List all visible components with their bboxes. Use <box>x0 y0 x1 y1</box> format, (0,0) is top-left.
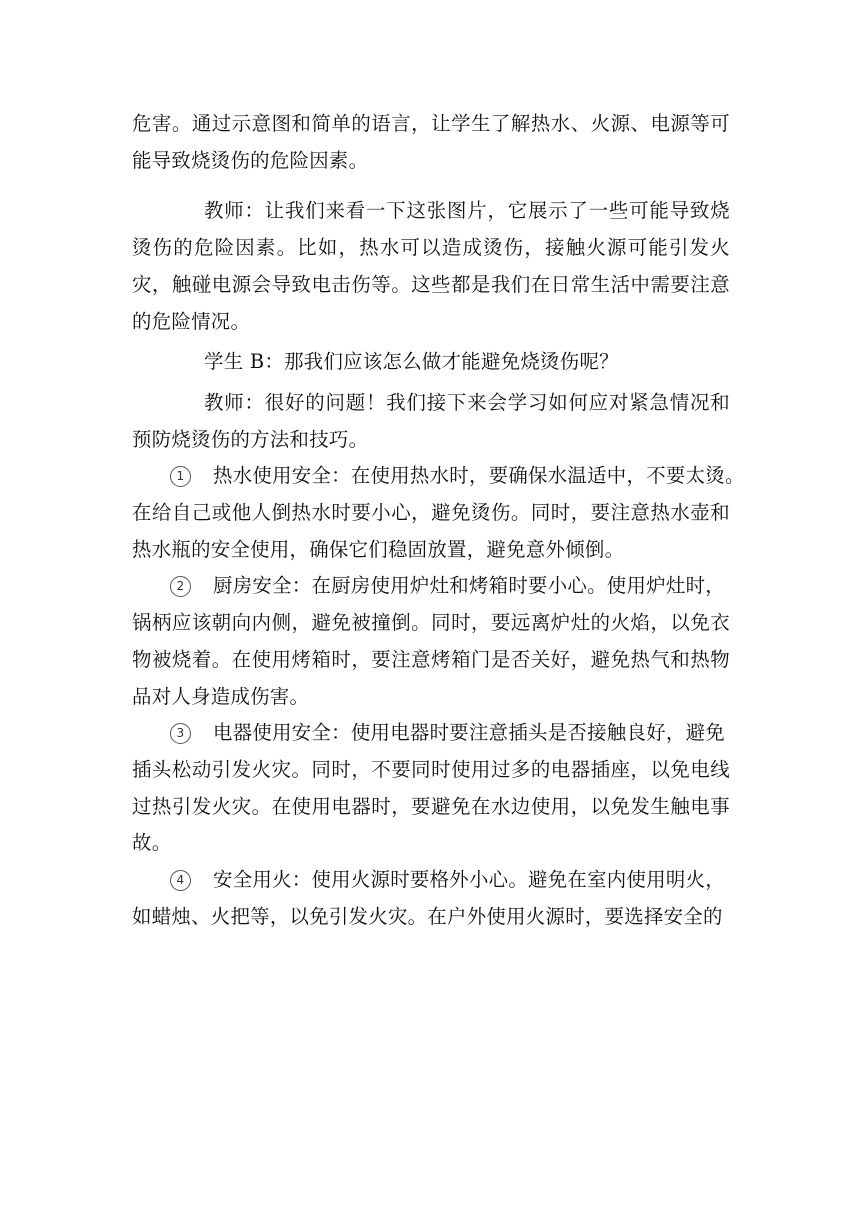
list-item-kitchen <box>132 568 730 715</box>
list-item-first-line: 安全用火：使用火源时要格外小心。避免在室内使用明火， <box>213 868 725 892</box>
list-item-fire <box>132 862 730 935</box>
circled-number-4: 4 <box>170 870 191 891</box>
list-item-first-line: 厨房安全：在厨房使用炉灶和烤箱时要小心。使用炉灶时， <box>213 574 725 598</box>
list-item-hot-water <box>132 458 745 568</box>
paragraph-teacher-1: 教师：让我们来看一下这张图片，它展示了一些可能导致烧烫伤的危险因素。比如，热水可以造成烫伤，接触火源可能引发火灾，触碰电源会导致电击伤等。这些都是我们在日常生活中需要注意的危险情况。 <box>132 199 730 333</box>
list-item-electrical <box>132 715 730 862</box>
paragraph-intro: 危害。通过示意图和简单的语言，让学生了解热水、火源、电源等可能导致烧烫伤的危险因素。 <box>132 112 730 172</box>
list-item-first-line: 热水使用安全：在使用热水时，要确保水温适中，不要太烫。 <box>213 464 745 488</box>
list-item-first-line: 电器使用安全：使用电器时要注意插头是否接触良好，避免 <box>213 721 725 745</box>
circled-number-3: 3 <box>170 723 191 744</box>
document-page <box>132 106 745 935</box>
circled-number-2: 2 <box>170 576 191 597</box>
list-item-continuation: 插头松动引发火灾。同时，不要同时使用过多的电器插座，以免电线过热引发火灾。在使用电器时，要避免在水边使用，以免发生触电事故。 <box>132 757 730 855</box>
list-item-continuation: 在给自己或他人倒热水时要小心，避免烫伤。同时，要注意热水壶和热水瓶的安全使用，确保它们稳固放置，避免意外倾倒。 <box>132 501 730 561</box>
list-item-continuation: 如蜡烛、火把等，以免引发火灾。在户外使用火源时，要选择安全的 <box>132 904 723 928</box>
circled-number-1: 1 <box>170 466 191 487</box>
list-item-continuation: 锅柄应该朝向内侧，避免被撞倒。同时，要远离炉灶的火焰，以免衣物被烧着。在使用烤箱时，要注意烤箱门是否关好，避免热气和热物品对人身造成伤害。 <box>132 611 730 708</box>
paragraph-teacher-2: 教师：很好的问题！我们接下来会学习如何应对紧急情况和预防烧烫伤的方法和技巧。 <box>132 390 730 451</box>
paragraph-student-b: 学生 B：那我们应该怎么做才能避免烧烫伤呢？ <box>204 350 619 374</box>
